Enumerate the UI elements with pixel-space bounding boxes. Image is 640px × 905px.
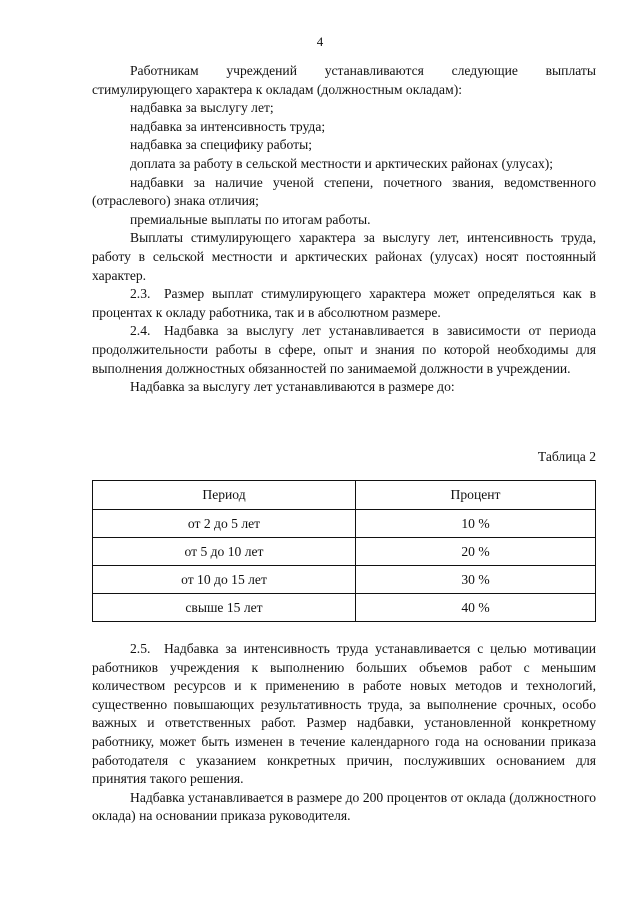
table-cell-period: свыше 15 лет [93, 594, 356, 622]
table-cell-percent: 30 % [356, 566, 596, 594]
table-row [93, 510, 596, 538]
table-cell-period: от 10 до 15 лет [93, 566, 356, 594]
paragraph-intro: Работникам учреждений устанавливаются следующие выплаты стимулирующего характера к окладам (должностным окладам): [92, 63, 596, 97]
body-text-top [92, 62, 596, 397]
paragraph-seniority-size: Надбавка за выслугу лет устанавливаются в размере до: [130, 379, 455, 395]
table-cell-period: от 2 до 5 лет [93, 510, 356, 538]
paragraph-intensity-size: Надбавка устанавливается в размере до 200 процентов от оклада (должностного оклада) на основании приказа руководителя. [92, 789, 596, 824]
table-header-percent: Процент [356, 481, 596, 510]
table-cell-period: от 5 до 10 лет [93, 538, 356, 566]
paragraph-2-4: 2.4. Надбавка за выслугу лет устанавливается в зависимости от периода продолжительности работы в сфере, опыт и знания по которой необходимы для выполнения должностных обязанностей по занимаемой должности в учреждении. [92, 323, 596, 376]
table-cell-percent: 10 % [356, 510, 596, 538]
list-item-bonus: премиальные выплаты по итогам работы. [130, 211, 371, 227]
table-header-period: Период [93, 481, 356, 510]
paragraph-2-3: 2.3. Размер выплат стимулирующего характера может определяться как в процентах к окладу работника, так и в абсолютном размере. [92, 286, 596, 320]
list-item-specifics: надбавка за специфику работы; [130, 137, 313, 153]
list-item-seniority: надбавка за выслугу лет; [130, 100, 274, 116]
list-item-rural: доплата за работу в сельской местности и арктических районах (улусах); [130, 155, 554, 171]
seniority-table [92, 480, 596, 622]
table-label: Таблица 2 [537, 449, 596, 464]
paragraph-2-5: 2.5. Надбавка за интенсивность труда устанавливается с целью мотивации работников учреждения к выполнению больших объемов работ с меньшим количеством ресурсов и к применению в работе новых методов и технологий, существенно повышающих результативность труда, за выполнение срочных, особо важных и ответственных работ. Размер надбавки, установленной конкретному работнику, может быть изменен в течение календарного года на основании приказа работодателя с указанием конкретных причин, послуживших основанием для принятия такого решения. [92, 641, 596, 787]
table-header-row [93, 481, 596, 510]
page-number: 4 [316, 34, 324, 49]
list-item-intensity: надбавка за интенсивность труда; [130, 118, 326, 134]
table-row [93, 594, 596, 622]
table-row [93, 566, 596, 594]
body-text-bottom [92, 640, 596, 826]
list-item-degree: надбавки за наличие ученой степени, почетного звания, ведомственного (отраслевого) знака отличия; [92, 174, 596, 209]
paragraph-permanent: Выплаты стимулирующего характера за выслугу лет, интенсивность труда, работу в сельской местности и арктических районах (улусах) носят постоянный характер. [92, 230, 596, 283]
table-cell-percent: 20 % [356, 538, 596, 566]
table-row [93, 538, 596, 566]
table-cell-percent: 40 % [356, 594, 596, 622]
